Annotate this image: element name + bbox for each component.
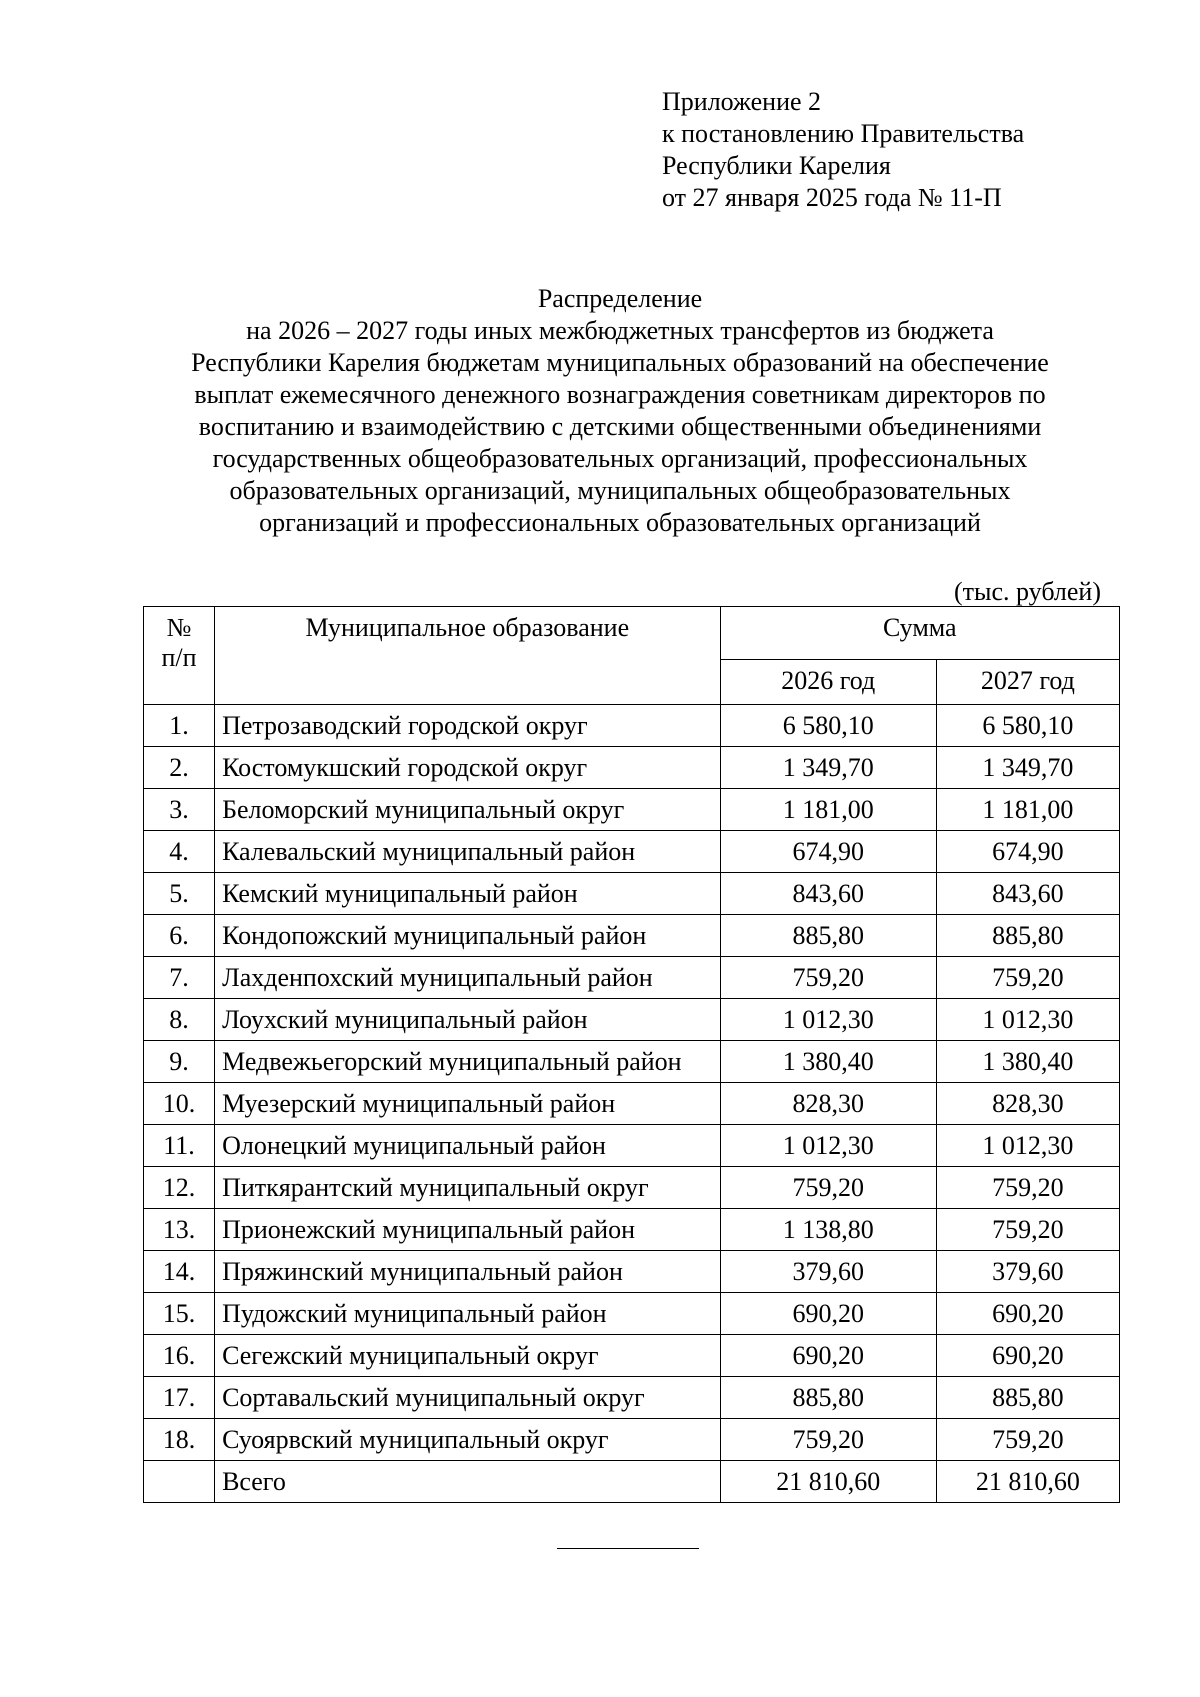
title-line: образовательных организаций, муниципальных общеобразовательных (229, 476, 1011, 505)
row-municipality: Прионежский муниципальный район (215, 1209, 721, 1251)
table-row (144, 1125, 1120, 1167)
row-number: 17. (144, 1377, 215, 1419)
row-municipality: Сегежский муниципальный округ (215, 1335, 721, 1377)
row-value-2027: 674,90 (936, 831, 1119, 873)
table-row (144, 747, 1120, 789)
row-municipality: Лоухский муниципальный район (215, 999, 721, 1041)
header-sum: Сумма (720, 607, 1119, 660)
row-municipality: Суоярвский муниципальный округ (215, 1419, 721, 1461)
header-year-2027: 2027 год (936, 659, 1119, 704)
header-year-2026: 2026 год (720, 659, 936, 704)
row-number (144, 1461, 215, 1503)
header-number-line2: п/п (161, 643, 197, 672)
row-value-2027: 6 580,10 (936, 705, 1119, 747)
row-value-2027: 843,60 (936, 873, 1119, 915)
title-line: Распределение (537, 284, 703, 313)
table-row (144, 1083, 1120, 1125)
row-value-2027: 759,20 (936, 1419, 1119, 1461)
row-value-2026: 6 580,10 (720, 705, 936, 747)
row-value-2026: 828,30 (720, 1083, 936, 1125)
row-value-2027: 759,20 (936, 957, 1119, 999)
row-number: 4. (144, 831, 215, 873)
row-value-2026: 759,20 (720, 957, 936, 999)
row-municipality: Всего (215, 1461, 721, 1503)
title-line: государственных общеобразовательных организаций, профессиональных (212, 444, 1028, 473)
units-label: (тыс. рублей) (953, 577, 1101, 606)
row-value-2027: 828,30 (936, 1083, 1119, 1125)
table-row (144, 1419, 1120, 1461)
row-value-2027: 885,80 (936, 915, 1119, 957)
row-value-2027: 1 181,00 (936, 789, 1119, 831)
row-value-2026: 1 012,30 (720, 999, 936, 1041)
row-number: 2. (144, 747, 215, 789)
row-municipality: Муезерский муниципальный район (215, 1083, 721, 1125)
appendix-line: Приложение 2 (662, 87, 822, 116)
table-row (144, 999, 1120, 1041)
row-value-2027: 1 012,30 (936, 999, 1119, 1041)
row-municipality: Пудожский муниципальный район (215, 1293, 721, 1335)
row-municipality: Калевальский муниципальный район (215, 831, 721, 873)
title-line: организаций и профессиональных образовательных организаций (259, 508, 981, 537)
row-number: 8. (144, 999, 215, 1041)
table-row (144, 705, 1120, 747)
end-divider (557, 1548, 699, 1549)
row-municipality: Костомукшский городской округ (215, 747, 721, 789)
row-value-2026: 1 138,80 (720, 1209, 936, 1251)
row-value-2027: 690,20 (936, 1335, 1119, 1377)
row-number: 12. (144, 1167, 215, 1209)
row-municipality: Пряжинский муниципальный район (215, 1251, 721, 1293)
header-municipality: Муниципальное образование (215, 607, 721, 705)
row-value-2026: 1 349,70 (720, 747, 936, 789)
document-title (100, 283, 1140, 539)
table-row (144, 1041, 1120, 1083)
row-municipality: Медвежьегорский муниципальный район (215, 1041, 721, 1083)
row-value-2027: 759,20 (936, 1167, 1119, 1209)
row-municipality: Лахденпохский муниципальный район (215, 957, 721, 999)
row-value-2026: 759,20 (720, 1167, 936, 1209)
row-value-2027: 1 380,40 (936, 1041, 1119, 1083)
row-value-2026: 379,60 (720, 1251, 936, 1293)
table-row (144, 915, 1120, 957)
row-number: 7. (144, 957, 215, 999)
row-number: 13. (144, 1209, 215, 1251)
row-value-2027: 885,80 (936, 1377, 1119, 1419)
row-value-2027: 1 012,30 (936, 1125, 1119, 1167)
appendix-line: к постановлению Правительства (662, 119, 1025, 148)
row-number: 1. (144, 705, 215, 747)
table-row (144, 1209, 1120, 1251)
row-value-2026: 759,20 (720, 1419, 936, 1461)
row-value-2026: 1 380,40 (720, 1041, 936, 1083)
row-municipality: Петрозаводский городской округ (215, 705, 721, 747)
table-header-row (144, 607, 1120, 660)
title-line: воспитанию и взаимодействию с детскими общественными объединениями (198, 412, 1042, 441)
table-total-row (144, 1461, 1120, 1503)
table-row (144, 831, 1120, 873)
title-line: на 2026 – 2027 годы иных межбюджетных трансфертов из бюджета (246, 316, 994, 345)
row-value-2026: 1 012,30 (720, 1125, 936, 1167)
table-row (144, 1167, 1120, 1209)
row-value-2027: 1 349,70 (936, 747, 1119, 789)
row-value-2026: 885,80 (720, 1377, 936, 1419)
row-value-2027: 690,20 (936, 1293, 1119, 1335)
row-number: 9. (144, 1041, 215, 1083)
row-number: 6. (144, 915, 215, 957)
table-body (144, 705, 1120, 1503)
row-number: 11. (144, 1125, 215, 1167)
appendix-line: Республики Карелия (662, 151, 891, 180)
header-number-line1: № (166, 613, 192, 642)
row-number: 10. (144, 1083, 215, 1125)
distribution-table (143, 606, 1120, 1503)
row-value-2026: 690,20 (720, 1293, 936, 1335)
table-row (144, 1293, 1120, 1335)
row-value-2027: 21 810,60 (936, 1461, 1119, 1503)
row-number: 16. (144, 1335, 215, 1377)
row-municipality: Олонецкий муниципальный район (215, 1125, 721, 1167)
row-municipality: Питкярантский муниципальный округ (215, 1167, 721, 1209)
row-number: 15. (144, 1293, 215, 1335)
row-value-2026: 674,90 (720, 831, 936, 873)
table-row (144, 789, 1120, 831)
row-municipality: Сортавальский муниципальный округ (215, 1377, 721, 1419)
row-number: 5. (144, 873, 215, 915)
row-value-2026: 1 181,00 (720, 789, 936, 831)
header-number (144, 607, 215, 705)
appendix-line: от 27 января 2025 года № 11-П (662, 183, 1002, 212)
row-number: 14. (144, 1251, 215, 1293)
row-municipality: Кондопожский муниципальный район (215, 915, 721, 957)
row-municipality: Беломорский муниципальный округ (215, 789, 721, 831)
row-value-2026: 690,20 (720, 1335, 936, 1377)
row-municipality: Кемский муниципальный район (215, 873, 721, 915)
row-value-2027: 759,20 (936, 1209, 1119, 1251)
row-value-2026: 21 810,60 (720, 1461, 936, 1503)
row-value-2026: 843,60 (720, 873, 936, 915)
table-row (144, 1251, 1120, 1293)
table-row (144, 873, 1120, 915)
row-number: 3. (144, 789, 215, 831)
table-row (144, 1335, 1120, 1377)
table-row (144, 957, 1120, 999)
title-line: выплат ежемесячного денежного вознаграждения советникам директоров по (194, 380, 1046, 409)
row-value-2027: 379,60 (936, 1251, 1119, 1293)
title-line: Республики Карелия бюджетам муниципальных образований на обеспечение (191, 348, 1049, 377)
table-row (144, 1377, 1120, 1419)
appendix-note (662, 86, 1024, 214)
row-value-2026: 885,80 (720, 915, 936, 957)
row-number: 18. (144, 1419, 215, 1461)
